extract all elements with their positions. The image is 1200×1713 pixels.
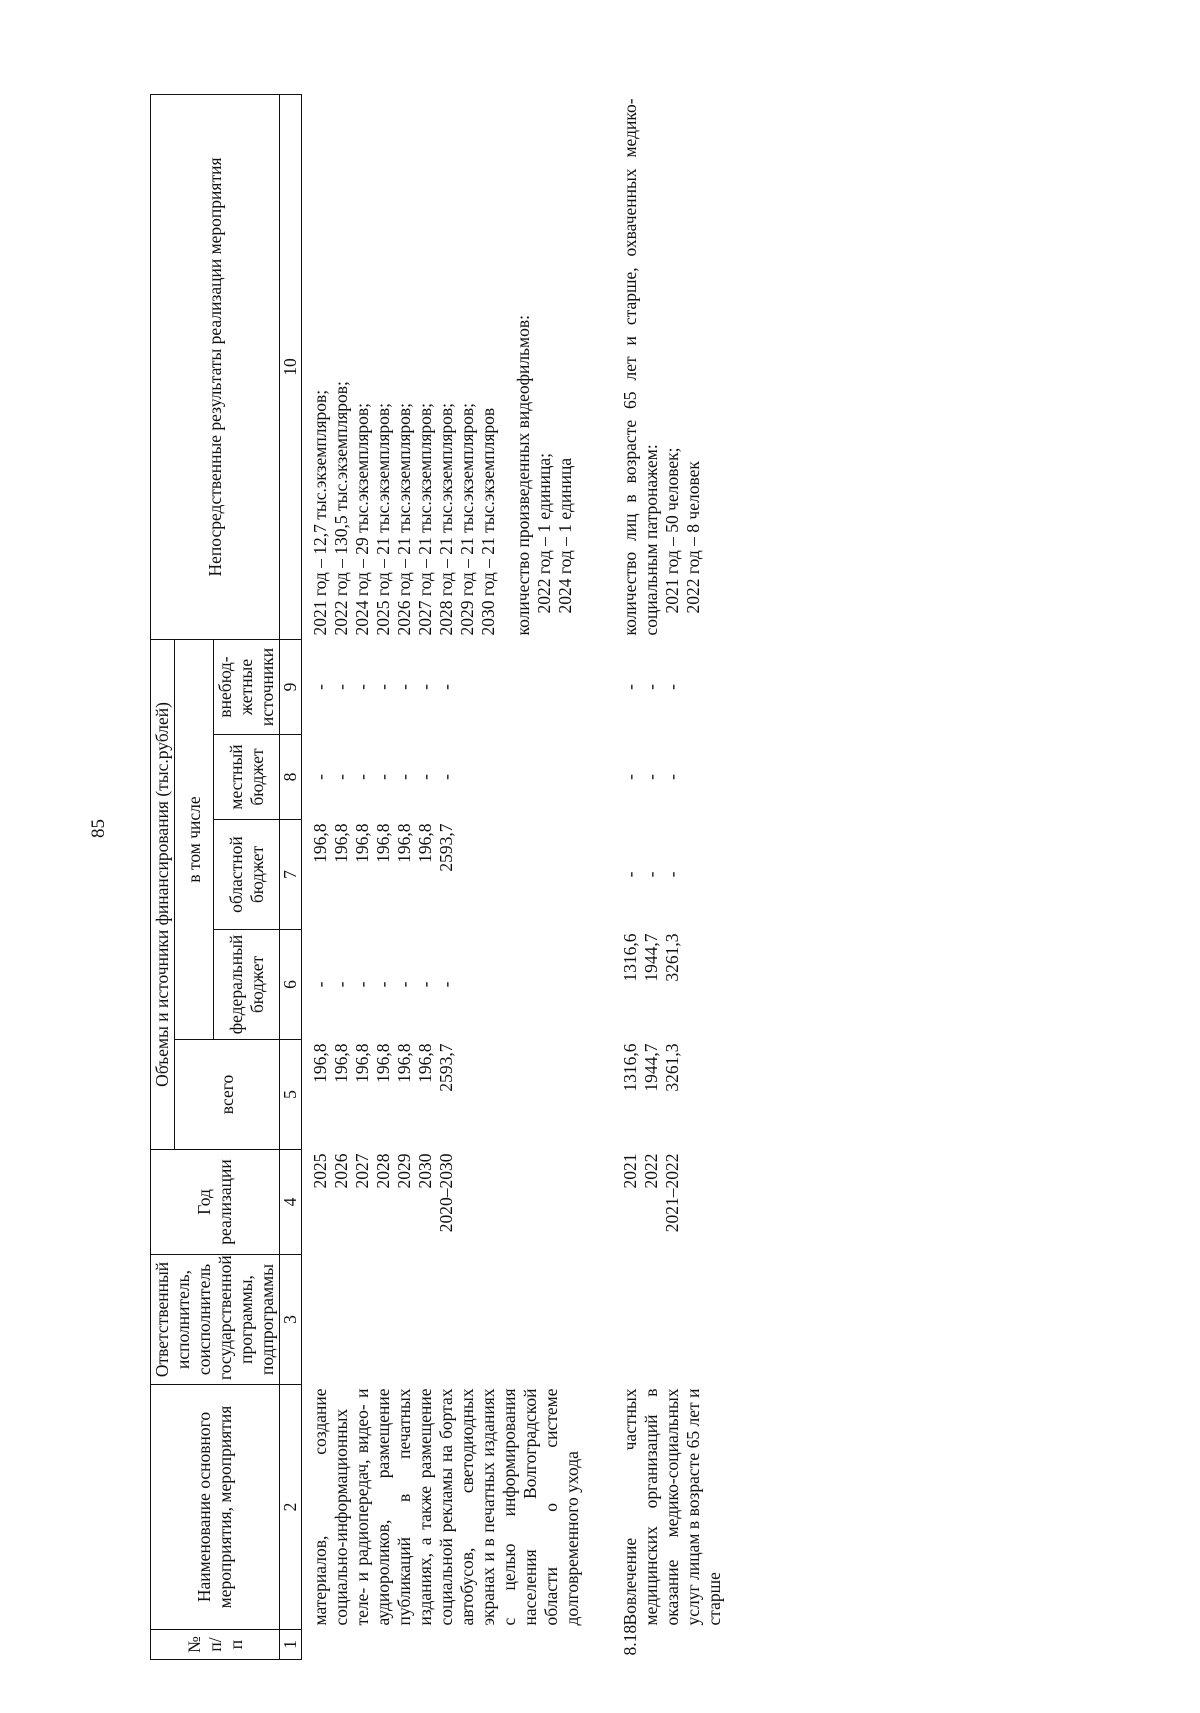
federal-value: -	[415, 981, 435, 988]
total-value: 196,8	[331, 1043, 351, 1083]
external-value: -	[415, 684, 435, 690]
col-number: 9	[280, 639, 302, 734]
row-num: 8.18.	[620, 1620, 640, 1656]
federal-value: 1316,6	[620, 933, 640, 982]
regional-value: -	[620, 871, 640, 878]
total-cell	[302, 1040, 585, 1150]
col-number: 1	[280, 1630, 302, 1660]
federal-cell	[584, 930, 726, 1040]
year-value: 2021–2022	[662, 1153, 682, 1233]
activity-name: материалов, создание социально-информационных теле- и радиопередач, видео- и аудиороликов, размещение публикаций в печатных изданиях, а также размещение социальной рекламы на бортах автобусов, светодиодных экранах и в печатных изданиях с целью информирования населения Волгоградской области о системе долговременного ухода	[310, 1388, 582, 1626]
table-row	[302, 94, 585, 1659]
year-value: 2028	[373, 1153, 393, 1189]
external-cell	[584, 639, 726, 734]
header-year: Год реализации	[151, 1150, 280, 1255]
result-line: 2030 год – 21 тыс.экземпляров	[478, 407, 498, 636]
regional-value: -	[641, 871, 661, 878]
results-cell	[584, 94, 726, 639]
external-value: -	[352, 684, 372, 690]
federal-value: 1944,7	[641, 933, 661, 982]
regional-value: -	[662, 871, 682, 878]
result-line: 2028 год – 21 тыс.экземпляров;	[436, 402, 456, 636]
header-name: Наименование основного мероприятия, мероприятия	[151, 1385, 280, 1630]
year-value: 2027	[352, 1153, 372, 1189]
year-value: 2021	[620, 1153, 640, 1189]
regional-cell	[302, 820, 585, 930]
federal-value: 3261,3	[662, 933, 682, 982]
year-value: 2030	[415, 1153, 435, 1189]
header-including: в том числе	[175, 639, 214, 1039]
total-cell	[584, 1040, 726, 1150]
year-value: 2025	[310, 1153, 330, 1189]
external-value: -	[641, 684, 661, 690]
result-line: 2022 год – 130,5 тыс.экземпляров;	[331, 381, 351, 636]
result-line: 2021 год – 50 человек;	[662, 447, 682, 614]
external-value: -	[373, 684, 393, 690]
col-number: 10	[280, 94, 302, 639]
local-cell	[584, 735, 726, 820]
regional-value: 196,8	[352, 823, 372, 863]
result-line: 2024 год – 29 тыс.экземпляров;	[352, 402, 372, 636]
federal-value: -	[436, 981, 456, 988]
external-value: -	[620, 684, 640, 690]
result-line: 2025 год – 21 тыс.экземпляров;	[373, 402, 393, 636]
external-value: -	[331, 684, 351, 690]
federal-cell	[302, 930, 585, 1040]
local-value: -	[331, 774, 351, 780]
row-num	[302, 1630, 585, 1660]
regional-value: 196,8	[394, 823, 414, 863]
result-title: количество лиц в возрасте 65 лет и старше, охваченных медико-социальным патронажем:	[620, 98, 661, 636]
result-line: 2027 год – 21 тыс.экземпляров;	[415, 402, 435, 636]
local-value: -	[373, 774, 393, 780]
result-line: 2021 год – 12,7 тыс.экземпляров;	[310, 389, 330, 636]
result-line: 2024 год – 1 единица	[555, 457, 575, 614]
col-number: 8	[280, 735, 302, 820]
rotated-table-area	[150, 95, 1040, 1660]
federal-value: -	[373, 981, 393, 988]
header-federal: федеральный бюджет	[214, 930, 280, 1040]
years-cell	[302, 1150, 585, 1255]
col-number: 6	[280, 930, 302, 1040]
result-line: 2029 год – 21 тыс.экземпляров;	[457, 402, 477, 636]
header-local: местный бюджет	[214, 735, 280, 820]
total-value: 196,8	[394, 1043, 414, 1083]
local-value: -	[310, 774, 330, 780]
external-value: -	[436, 684, 456, 690]
regional-value: 196,8	[331, 823, 351, 863]
header-volumes: Объемы и источники финансирования (тыс.рублей)	[151, 639, 175, 1149]
total-value: 196,8	[352, 1043, 372, 1083]
external-value: -	[662, 684, 682, 690]
local-cell	[302, 735, 585, 820]
local-value: -	[394, 774, 414, 780]
result-title: количество произведенных видеофильмов:	[513, 315, 533, 636]
total-value: 196,8	[310, 1043, 330, 1083]
year-value: 2022	[641, 1153, 661, 1189]
responsible-cell	[584, 1255, 726, 1385]
header-responsible: Ответственный исполнитель, соисполнитель государственной программы, подпрограммы	[151, 1255, 280, 1385]
local-value: -	[641, 774, 661, 780]
col-number: 3	[280, 1255, 302, 1385]
col-number: 2	[280, 1385, 302, 1630]
total-value: 1944,7	[641, 1043, 661, 1092]
external-value: -	[310, 684, 330, 690]
external-cell	[302, 639, 585, 734]
years-cell	[584, 1150, 726, 1255]
total-value: 1316,6	[620, 1043, 640, 1092]
header-regional: областной бюджет	[214, 820, 280, 930]
local-value: -	[620, 774, 640, 780]
federal-value: -	[331, 981, 351, 988]
regional-value: 196,8	[373, 823, 393, 863]
table-row	[584, 94, 726, 1659]
year-value: 2026	[331, 1153, 351, 1189]
federal-value: -	[310, 981, 330, 988]
results-cell	[302, 94, 585, 639]
col-number: 5	[280, 1040, 302, 1150]
total-value: 196,8	[415, 1043, 435, 1083]
year-value: 2020–2030	[436, 1153, 456, 1233]
header-results: Непосредственные результаты реализации мероприятия	[151, 94, 280, 639]
header-total: всего	[175, 1040, 280, 1150]
header-num: № п/п	[151, 1630, 280, 1660]
local-value: -	[415, 774, 435, 780]
local-value: -	[662, 774, 682, 780]
regional-value: 196,8	[415, 823, 435, 863]
activity-name: Вовлечение частных медицинских организаций в оказание медико-социальных услуг лицам в возрасте 65 лет и старше	[620, 1388, 724, 1626]
regional-value: 196,8	[310, 823, 330, 863]
header-external: внебюд-жетные источники	[214, 639, 280, 734]
year-value: 2029	[394, 1153, 414, 1189]
local-value: -	[352, 774, 372, 780]
responsible-cell	[302, 1255, 585, 1385]
federal-value: -	[394, 981, 414, 988]
regional-value: 2593,7	[436, 823, 456, 872]
result-line: 2026 год – 21 тыс.экземпляров;	[394, 402, 414, 636]
local-value: -	[436, 774, 456, 780]
total-value: 3261,3	[662, 1043, 682, 1092]
financing-table	[150, 94, 726, 1660]
external-value: -	[394, 684, 414, 690]
col-number: 7	[280, 820, 302, 930]
result-line: 2022 год – 8 человек	[683, 461, 703, 614]
total-value: 2593,7	[436, 1043, 456, 1092]
regional-cell	[584, 820, 726, 930]
result-line: 2022 год – 1 единица;	[534, 453, 554, 614]
page-number: 85	[88, 819, 109, 838]
col-number: 4	[280, 1150, 302, 1255]
federal-value: -	[352, 981, 372, 988]
total-value: 196,8	[373, 1043, 393, 1083]
